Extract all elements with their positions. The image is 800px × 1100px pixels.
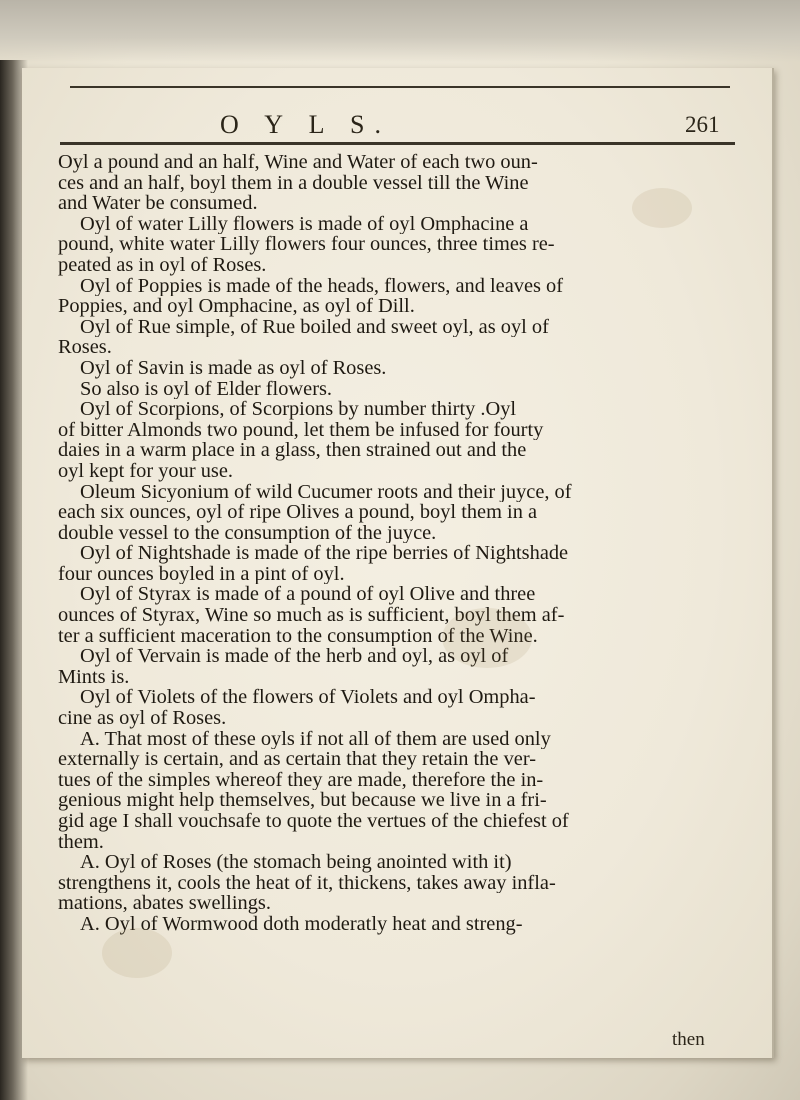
text-line: ces and an half, boyl them in a double vessel till the Wine xyxy=(58,172,529,194)
text-line: cine as oyl of Roses. xyxy=(58,708,227,729)
text-line: Oleum Sicyonium of wild Cucumer roots and their juyce, of xyxy=(80,481,572,503)
text-line: gid age I shall vouchsafe to quote the vertues of the chiefest of xyxy=(58,811,569,832)
text-line: A. Oyl of Roses (the stomach being anointed with it) xyxy=(80,852,512,873)
text-line: ter a sufficient maceration to the consumption of the Wine. xyxy=(58,625,538,647)
text-line: strengthens it, cools the heat of it, thickens, takes away infla- xyxy=(58,872,556,894)
text-line: Oyl a pound and an half, Wine and Water of each two oun- xyxy=(58,152,538,173)
text-line: Oyl of Violets of the flowers of Violets and oyl Ompha- xyxy=(80,687,536,709)
text-line: them. xyxy=(58,831,104,853)
text-line: Poppies, and oyl Omphacine, as oyl of Dill. xyxy=(58,296,415,317)
running-head-title: O Y L S. xyxy=(220,110,391,139)
text-line: tues of the simples whereof they are made, therefore the in- xyxy=(58,769,544,791)
text-line: four ounces boyled in a pint of oyl. xyxy=(58,563,345,585)
text-line: ounces of Styrax, Wine so much as is sufficient, boyl them af- xyxy=(58,605,565,626)
text-line: Oyl of Scorpions, of Scorpions by number thirty .Oyl xyxy=(80,399,517,420)
text-line: each six ounces, oyl of ripe Olives a pound, boyl them in a xyxy=(58,502,538,523)
foxing-stain xyxy=(102,928,172,978)
text-line: genious might help themselves, but because we live in a fri- xyxy=(58,790,547,811)
text-line: A. That most of these oyls if not all of them are used only xyxy=(80,728,551,750)
text-line: Oyl of Styrax is made of a pound of oyl Olive and three xyxy=(80,584,536,606)
text-line: A. Oyl of Wormwood doth moderatly heat and streng- xyxy=(80,913,523,935)
text-line: Oyl of Nightshade is made of the ripe berries of Nightshade xyxy=(80,543,569,564)
book-page xyxy=(22,68,774,1058)
top-rule xyxy=(70,86,730,88)
text-line: So also is oyl of Elder flowers. xyxy=(80,378,333,400)
text-line: Roses. xyxy=(58,337,112,358)
foxing-stain xyxy=(632,188,692,228)
text-line: oyl kept for your use. xyxy=(58,460,233,482)
scan-top-margin xyxy=(0,0,800,62)
text-line: peated as in oyl of Roses. xyxy=(58,254,267,276)
text-line: Oyl of Savin is made as oyl of Roses. xyxy=(80,357,387,379)
running-head xyxy=(22,110,772,140)
page-number: 261 xyxy=(685,112,720,137)
text-line: Oyl of Poppies is made of the heads, flowers, and leaves of xyxy=(80,275,564,297)
text-line: pound, white water Lilly flowers four ounces, three times re- xyxy=(58,234,555,255)
text-line: daies in a warm place in a glass, then strained out and the xyxy=(58,440,527,461)
text-line: of bitter Almonds two pound, let them be infused for fourty xyxy=(58,419,544,441)
foxing-stain xyxy=(442,608,532,668)
text-line: Oyl of Rue simple, of Rue boiled and sweet oyl, as oyl of xyxy=(80,316,549,338)
text-line: and Water be consumed. xyxy=(58,193,258,214)
text-line: externally is certain, and as certain that they retain the ver- xyxy=(58,749,536,770)
text-line: double vessel to the consumption of the juyce. xyxy=(58,522,437,544)
body-text xyxy=(58,152,753,935)
text-line: mations, abates swellings. xyxy=(58,893,271,914)
text-line: Oyl of Vervain is made of the herb and oyl, as oyl of xyxy=(80,646,509,667)
text-line: Mints is. xyxy=(58,666,130,688)
catchword: then xyxy=(672,1029,705,1050)
text-line: Oyl of water Lilly flowers is made of oyl Omphacine a xyxy=(80,213,529,235)
head-rule xyxy=(60,142,735,145)
